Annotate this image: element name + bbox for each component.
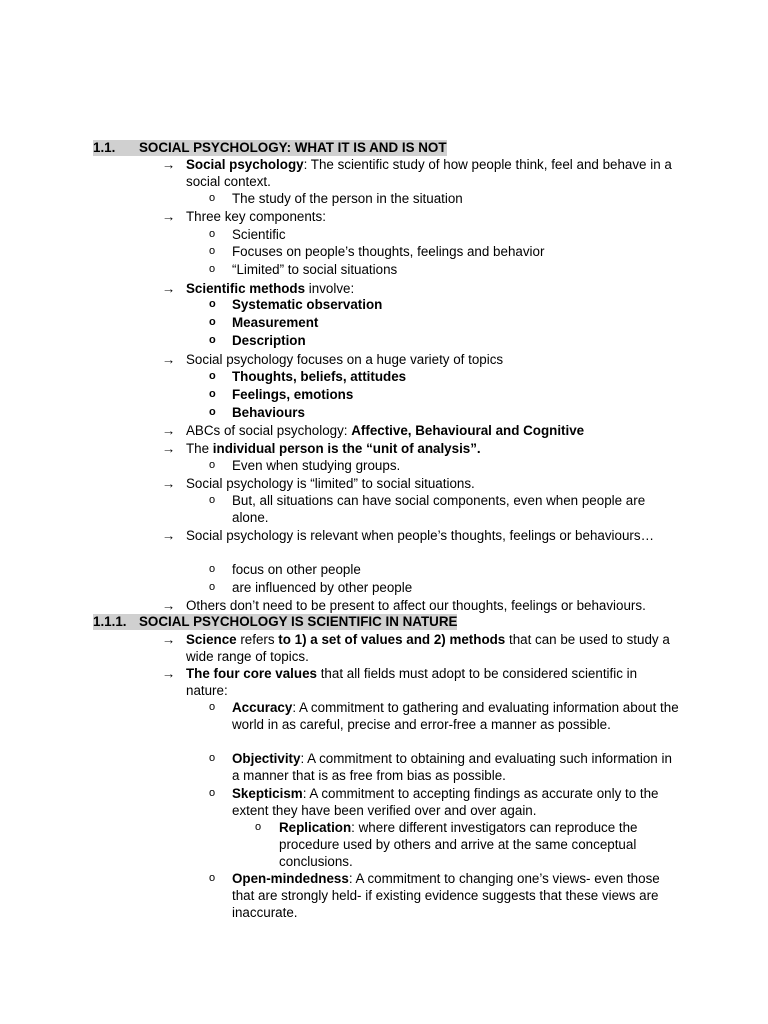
item-text: Description — [232, 333, 306, 348]
list-item — [209, 870, 680, 921]
list-item — [209, 386, 680, 403]
circle-bullet-icon: o — [209, 459, 216, 471]
term: Skepticism — [232, 786, 303, 801]
item-text: The study of the person in the situation — [232, 191, 463, 206]
circle-bullet-icon: o — [209, 245, 216, 257]
list-item — [162, 597, 680, 614]
list-item — [209, 261, 680, 278]
list-item — [162, 527, 680, 544]
term: Social psychology — [186, 157, 304, 172]
circle-bullet-icon: o — [209, 263, 216, 275]
list-item — [209, 314, 680, 331]
arrow-bullet-icon: → — [162, 528, 176, 543]
arrow-bullet-icon: → — [162, 632, 176, 647]
item-text: that all fields must adopt to be considered scientific in nature: — [186, 666, 638, 698]
section-number: 1.1. — [93, 140, 116, 155]
item-text: Systematic observation — [232, 297, 383, 312]
arrow-bullet-icon: → — [162, 157, 176, 172]
list-item — [162, 280, 680, 297]
term: Objectivity — [232, 751, 301, 766]
term: Accuracy — [232, 700, 293, 715]
arrow-bullet-icon: → — [162, 476, 176, 491]
list-item — [209, 579, 680, 596]
item-text: refers — [236, 632, 279, 647]
circle-bullet-icon: o — [209, 701, 216, 713]
circle-bullet-icon: o — [209, 787, 216, 799]
item-text: Social psychology is “limited” to social situations. — [186, 476, 475, 491]
term: Scientific methods — [186, 281, 306, 296]
circle-bullet-icon: o — [255, 821, 262, 833]
emphasis: to 1) a set of values and 2) methods — [278, 632, 506, 647]
list-item — [209, 457, 680, 474]
circle-bullet-icon: o — [209, 192, 216, 204]
circle-bullet-icon: o — [209, 752, 216, 764]
definition: : A commitment to gathering and evaluating information about the world in as careful, precise and error-free a manner as possible. — [232, 700, 679, 732]
list-item — [209, 243, 680, 260]
item-text: are influenced by other people — [232, 580, 413, 595]
definition: : The scientific study of how people think, feel and behave in a social context. — [186, 157, 672, 189]
emphasis: Affective, Behavioural and Cognitive — [351, 423, 585, 438]
list-item — [162, 665, 680, 699]
item-text: Measurement — [232, 315, 319, 330]
arrow-bullet-icon: → — [162, 423, 176, 438]
arrow-bullet-icon: → — [162, 598, 176, 613]
definition: : where different investigators can reproduce the procedure used by others and arrive at the same conceptual conclusions. — [279, 820, 638, 869]
arrow-bullet-icon: → — [162, 209, 176, 224]
circle-bullet-icon: o — [209, 581, 216, 593]
list-item — [209, 404, 680, 421]
circle-bullet-icon: o — [209, 370, 216, 382]
item-text: Even when studying groups. — [232, 458, 401, 473]
list-item — [162, 156, 680, 190]
item-text: The — [186, 441, 213, 456]
list-item — [162, 440, 680, 457]
term: The four core values — [186, 666, 317, 681]
list-item — [209, 190, 680, 207]
item-text: involve: — [305, 281, 355, 296]
list-item — [162, 631, 680, 665]
definition: : A commitment to accepting findings as accurate only to the extent they have been verified over and over again. — [232, 786, 659, 818]
item-text: Others don’t need to be present to affect our thoughts, feelings or behaviours. — [186, 598, 646, 613]
item-text: focus on other people — [232, 562, 361, 577]
list-item — [209, 561, 680, 578]
section-title: SOCIAL PSYCHOLOGY IS SCIENTIFIC IN NATURE — [139, 614, 458, 629]
list-item — [162, 208, 680, 225]
item-text: Behaviours — [232, 405, 305, 420]
arrow-bullet-icon: → — [162, 441, 176, 456]
emphasis: individual person is the “unit of analysis”. — [212, 441, 481, 456]
item-text: ABCs of social psychology: — [186, 423, 352, 438]
list-item — [209, 699, 680, 733]
circle-bullet-icon: o — [209, 298, 216, 310]
item-text: Thoughts, beliefs, attitudes — [232, 369, 407, 384]
circle-bullet-icon: o — [209, 228, 216, 240]
list-item — [209, 368, 680, 385]
item-text: Focuses on people’s thoughts, feelings and behavior — [232, 244, 545, 259]
list-item — [162, 351, 680, 368]
item-text: Feelings, emotions — [232, 387, 354, 402]
arrow-bullet-icon: → — [162, 281, 176, 296]
term: Open-mindedness — [232, 871, 349, 886]
term: Replication — [279, 820, 352, 835]
item-text: Three key components: — [186, 209, 326, 224]
arrow-bullet-icon: → — [162, 666, 176, 681]
section-title: SOCIAL PSYCHOLOGY: WHAT IT IS AND IS NOT — [139, 140, 447, 155]
list-item — [209, 785, 680, 819]
section-heading-1-1-1 — [93, 614, 457, 630]
circle-bullet-icon: o — [209, 872, 216, 884]
circle-bullet-icon: o — [209, 406, 216, 418]
item-text: “Limited” to social situations — [232, 262, 398, 277]
list-item — [209, 226, 680, 243]
arrow-bullet-icon: → — [162, 352, 176, 367]
list-item — [162, 475, 680, 492]
circle-bullet-icon: o — [209, 494, 216, 506]
item-text: Social psychology is relevant when people’s thoughts, feelings or behaviours… — [186, 528, 654, 543]
circle-bullet-icon: o — [209, 563, 216, 575]
list-item — [209, 750, 680, 784]
definition: : A commitment to obtaining and evaluating such information in a manner that is as free from bias as possible. — [232, 751, 672, 783]
circle-bullet-icon: o — [209, 316, 216, 328]
list-item — [209, 332, 680, 349]
list-item — [209, 492, 680, 526]
section-heading-1-1 — [93, 140, 447, 156]
list-item — [209, 296, 680, 313]
item-text: Scientific — [232, 227, 286, 242]
list-item — [255, 819, 679, 870]
definition: : A commitment to changing one’s views- even those that are strongly held- if existing evidence suggests that these views are inaccurate. — [232, 871, 660, 920]
list-item — [162, 422, 680, 439]
circle-bullet-icon: o — [209, 388, 216, 400]
item-text: Social psychology focuses on a huge variety of topics — [186, 352, 504, 367]
circle-bullet-icon: o — [209, 334, 216, 346]
term: Science — [186, 632, 237, 647]
item-text: But, all situations can have social components, even when people are alone. — [232, 493, 646, 525]
section-number: 1.1.1. — [93, 614, 127, 629]
item-text: that can be used to study a wide range of topics. — [186, 632, 670, 664]
